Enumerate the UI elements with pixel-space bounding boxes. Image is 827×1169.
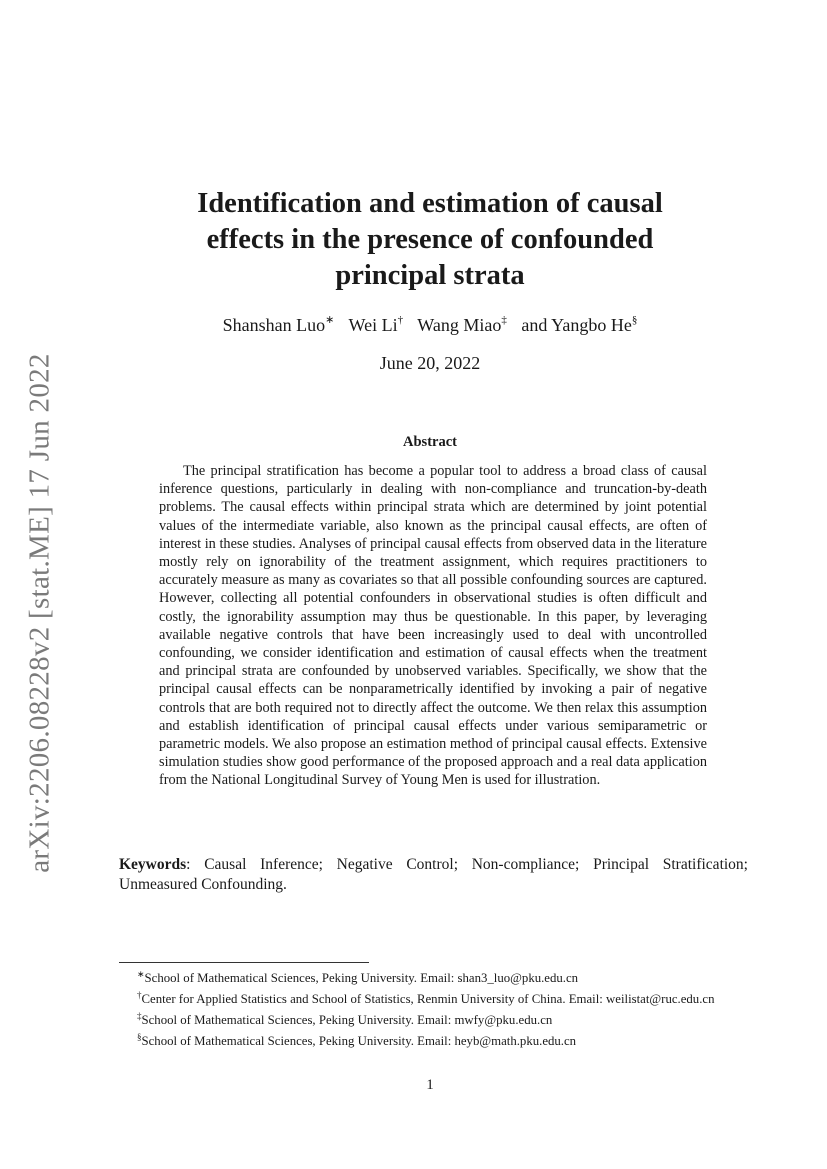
author-joiner: and — [521, 315, 548, 335]
footnote-mark: ‡ — [137, 1011, 142, 1021]
paper-date: June 20, 2022 — [379, 353, 481, 373]
arxiv-sidebar — [20, 352, 60, 873]
title-line-1: Identification and estimation of causal — [197, 188, 663, 219]
footnote — [119, 987, 748, 1008]
keywords-label: Keywords — [119, 856, 187, 873]
footnote — [119, 1008, 748, 1029]
footnote-text: School of Mathematical Sciences, Peking University. Email: shan3_luo@pku.edu.cn — [144, 971, 579, 985]
footnote-mark: § — [137, 1032, 142, 1042]
author-2-mark: † — [397, 314, 404, 326]
author-4: Yangbo He — [551, 315, 632, 335]
author-1: Shanshan Luo — [222, 315, 326, 335]
footnote — [119, 1029, 748, 1050]
keywords-text: : Causal Inference; Negative Control; Non-compliance; Principal Stratification; Unmeasured Confounding. — [119, 856, 748, 893]
footnote-text: Center for Applied Statistics and School of Statistics, Renmin University of China. Email: weilistat@ruc.edu.cn — [141, 992, 715, 1006]
author-3: Wang Miao — [417, 315, 502, 335]
footnote-rule — [119, 962, 369, 963]
author-4-mark: § — [631, 314, 638, 326]
keywords — [119, 855, 748, 895]
paper-title — [120, 186, 740, 294]
footnote-text: School of Mathematical Sciences, Peking University. Email: heyb@math.pku.edu.cn — [141, 1034, 577, 1048]
title-line-2: effects in the presence of confounded — [206, 224, 654, 255]
arxiv-identifier: arXiv:2206.08228v2 [stat.ME] 17 Jun 2022 — [23, 352, 56, 873]
footnote-mark: † — [137, 990, 142, 1000]
title-line-3: principal strata — [335, 260, 525, 291]
abstract-heading: Abstract — [403, 434, 457, 450]
author-3-mark: ‡ — [501, 314, 507, 326]
footnote — [119, 966, 748, 987]
footnote-text: School of Mathematical Sciences, Peking University. Email: mwfy@pku.edu.cn — [141, 1013, 553, 1027]
footnote-mark: ∗ — [137, 969, 145, 979]
page-number: 1 — [426, 1077, 434, 1093]
footnotes — [119, 966, 748, 1050]
abstract-body: The principal stratification has become a popular tool to address a broad class of causal inference questions, particularly in dealing with non-compliance and truncation-by-death problems. The causal effects within principal strata which are determined by joint potential values of the intermediate variable, also known as the principal causal effects, are often of interest in these studies. Analyses of principal causal effects from observed data in the literature mostly rely on ignorability of the treatment assignment, which requires practitioners to accurately measure as many as covariates so that all possible confounding sources are captured. However, collecting all potential confounders in observational studies is often difficult and costly, the ignorability assumption may thus be questionable. In this paper, by leveraging available negative controls that have been increasingly used to deal with uncontrolled confounding, we consider identification and estimation of causal effects when the treatment and principal strata are confounded by unobserved variables. Specifically, we show that the principal causal effects can be nonparametrically identified by invoking a pair of negative controls that are both required not to directly affect the outcome. We then relax this assumption and establish identification of principal causal effects under various semiparametric or parametric models. We also propose an estimation method of principal causal effects. Extensive simulation studies show good performance of the proposed approach and a real data application from the National Longitudinal Survey of Young Men is used for illustration. — [159, 463, 707, 789]
author-1-mark: ∗ — [325, 314, 335, 326]
author-2: Wei Li — [348, 315, 398, 335]
author-list — [120, 313, 740, 336]
